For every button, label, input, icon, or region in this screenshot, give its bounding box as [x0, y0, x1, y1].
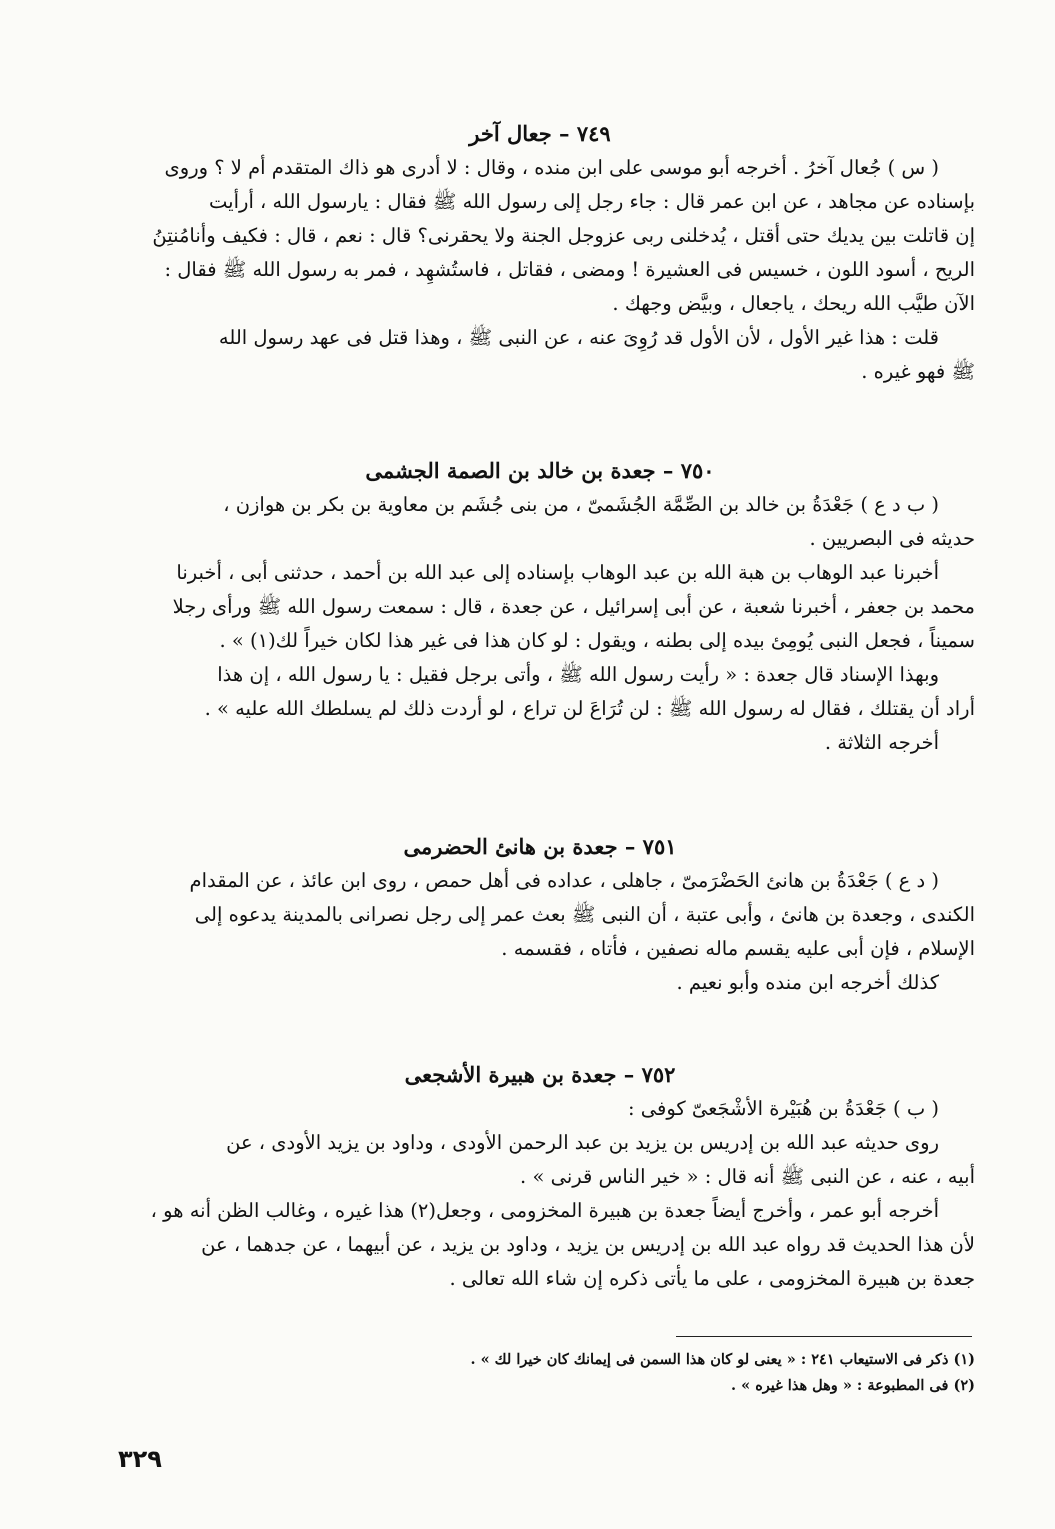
entry-heading: ٧٥٢ – جعدة بن هبيرة الأشجعى	[404, 1062, 676, 1087]
text-line: جعدة بن هبيرة المخزومى ، على ما يأتى ذكره إن شاء الله تعالى .	[449, 1267, 975, 1290]
text-line: الكندى ، وجعدة بن هانئ ، وأبى عتبة ، أن النبى ﷺ بعث عمر إلى رجل نصرانى بالمدينة يدعوه إلى	[194, 903, 975, 926]
entry-heading: ٧٥١ – جعدة بن هانئ الحضرمى	[403, 834, 677, 859]
text-line: روى حديثه عبد الله بن إدريس بن يزيد بن عبد الرحمن الأودى ، وداود بن يزيد الأودى ، عن	[226, 1131, 939, 1154]
text-line: إن قاتلت بين يديك حتى أقتل ، يُدخلنى ربى عزوجل الجنة ولا يحقرنى؟ قال : نعم ، قال : فكيف وأنامُنتِنُ	[152, 224, 975, 247]
text-line: بإسناده عن مجاهد ، عن ابن عمر قال : جاء رجل إلى رسول الله ﷺ فقال : يارسول الله ، أرأيت	[209, 190, 975, 213]
text-line: سميناً ، فجعل النبى يُومِئ بيده إلى بطنه ، ويقول : لو كان هذا فى غير هذا لكان خيراً لك(١) » .	[219, 629, 975, 652]
entry-heading: ٧٥٠ – جعدة بن خالد بن الصمة الجشمى	[365, 458, 715, 483]
entry-751	[105, 830, 975, 1000]
entry-heading: ٧٤٩ – جعال آخر	[469, 121, 611, 146]
footnote-divider	[676, 1336, 972, 1337]
entry-749	[105, 117, 975, 389]
page-number: ٣٢٩	[118, 1445, 162, 1473]
text-line: ( س ) جُعال آخرُ . أخرجه أبو موسى على ابن منده ، وقال : لا أدرى هو ذاك المتقدم أم لا ؟ وروى	[164, 156, 939, 179]
text-line: أخرجه أبو عمر ، وأخرج أيضاً جعدة بن هبيرة المخزومى ، وجعل(٢) هذا غيره ، وغالب الظن أنه هو ،	[150, 1199, 939, 1222]
footnote: (١) ذكر فى الاستيعاب ٢٤١ : « يعنى لو كان هذا السمن فى إيمانك كان خيرا لك » .	[470, 1351, 975, 1368]
text-line: الإسلام ، فإن أبى عليه يقسم ماله نصفين ، فأتاه ، فقسمه .	[501, 937, 975, 960]
entry-752	[105, 1058, 975, 1296]
footnote: (٢) فى المطبوعة : « وهل هذا غيره » .	[731, 1377, 975, 1394]
text-line: ﷺ فهو غيره .	[861, 360, 975, 383]
text-line: ( ب د ع ) جَعْدَةُ بن خالد بن الصِّمَّة الجُشَمىّ ، من بنى جُشَم بن معاوية بن بكر بن هوازن ،	[223, 493, 939, 516]
text-line: محمد بن جعفر ، أخبرنا شعبة ، عن أبى إسرائيل ، عن جعدة ، قال : سمعت رسول الله ﷺ ورأى رجلا	[172, 595, 975, 618]
text-line: وبهذا الإسناد قال جعدة : « رأيت رسول الله ﷺ ، وأتى برجل فقيل : يا رسول الله ، إن هذا	[217, 663, 939, 686]
text-line: ( ب ) جَعْدَةُ بن هُبَيْرة الأشْجَعىّ كوفى :	[627, 1097, 939, 1120]
text-line: الريح ، أسود اللون ، خسيس فى العشيرة ! ومضى ، فقاتل ، فاستُشهِد ، فمر به رسول الله ﷺ فقال :	[164, 258, 975, 281]
text-line: أخبرنا عبد الوهاب بن هبة الله بن عبد الوهاب بإسناده إلى عبد الله بن أحمد ، حدثنى أبى ، أخبرنا	[176, 561, 939, 584]
footnotes	[105, 1347, 975, 1399]
text-line: ( د ع ) جَعْدَةُ بن هانئ الحَضْرَمىّ ، جاهلى ، عداده فى أهل حمص ، روى ابن عائذ ، عن المقدام	[189, 869, 939, 892]
text-line: أخرجه الثلاثة .	[824, 731, 939, 754]
text-line: حديثه فى البصريين .	[809, 527, 975, 550]
text-line: أراد أن يقتلك ، فقال له رسول الله ﷺ : لن تُرَاعَ لن تراع ، لو أردت ذلك لم يسلطك الله عليه » .	[204, 697, 975, 720]
text-line: كذلك أخرجه ابن منده وأبو نعيم .	[676, 971, 939, 994]
entry-750	[105, 454, 975, 760]
text-line: قلت : هذا غير الأول ، لأن الأول قد رُوِىَ عنه ، عن النبى ﷺ ، وهذا قتل فى عهد رسول الله	[218, 326, 939, 349]
text-line: الآن طيَّب الله ريحك ، ياجعال ، وبيَّض وجهك .	[612, 292, 975, 315]
text-line: لأن هذا الحديث قد رواه عبد الله بن إدريس بن يزيد ، وداود بن يزيد ، عن أبيهما ، عن جدهما ، عن	[201, 1233, 975, 1256]
text-line: أبيه ، عنه ، عن النبى ﷺ أنه قال : « خير الناس قرنى » .	[520, 1165, 975, 1188]
